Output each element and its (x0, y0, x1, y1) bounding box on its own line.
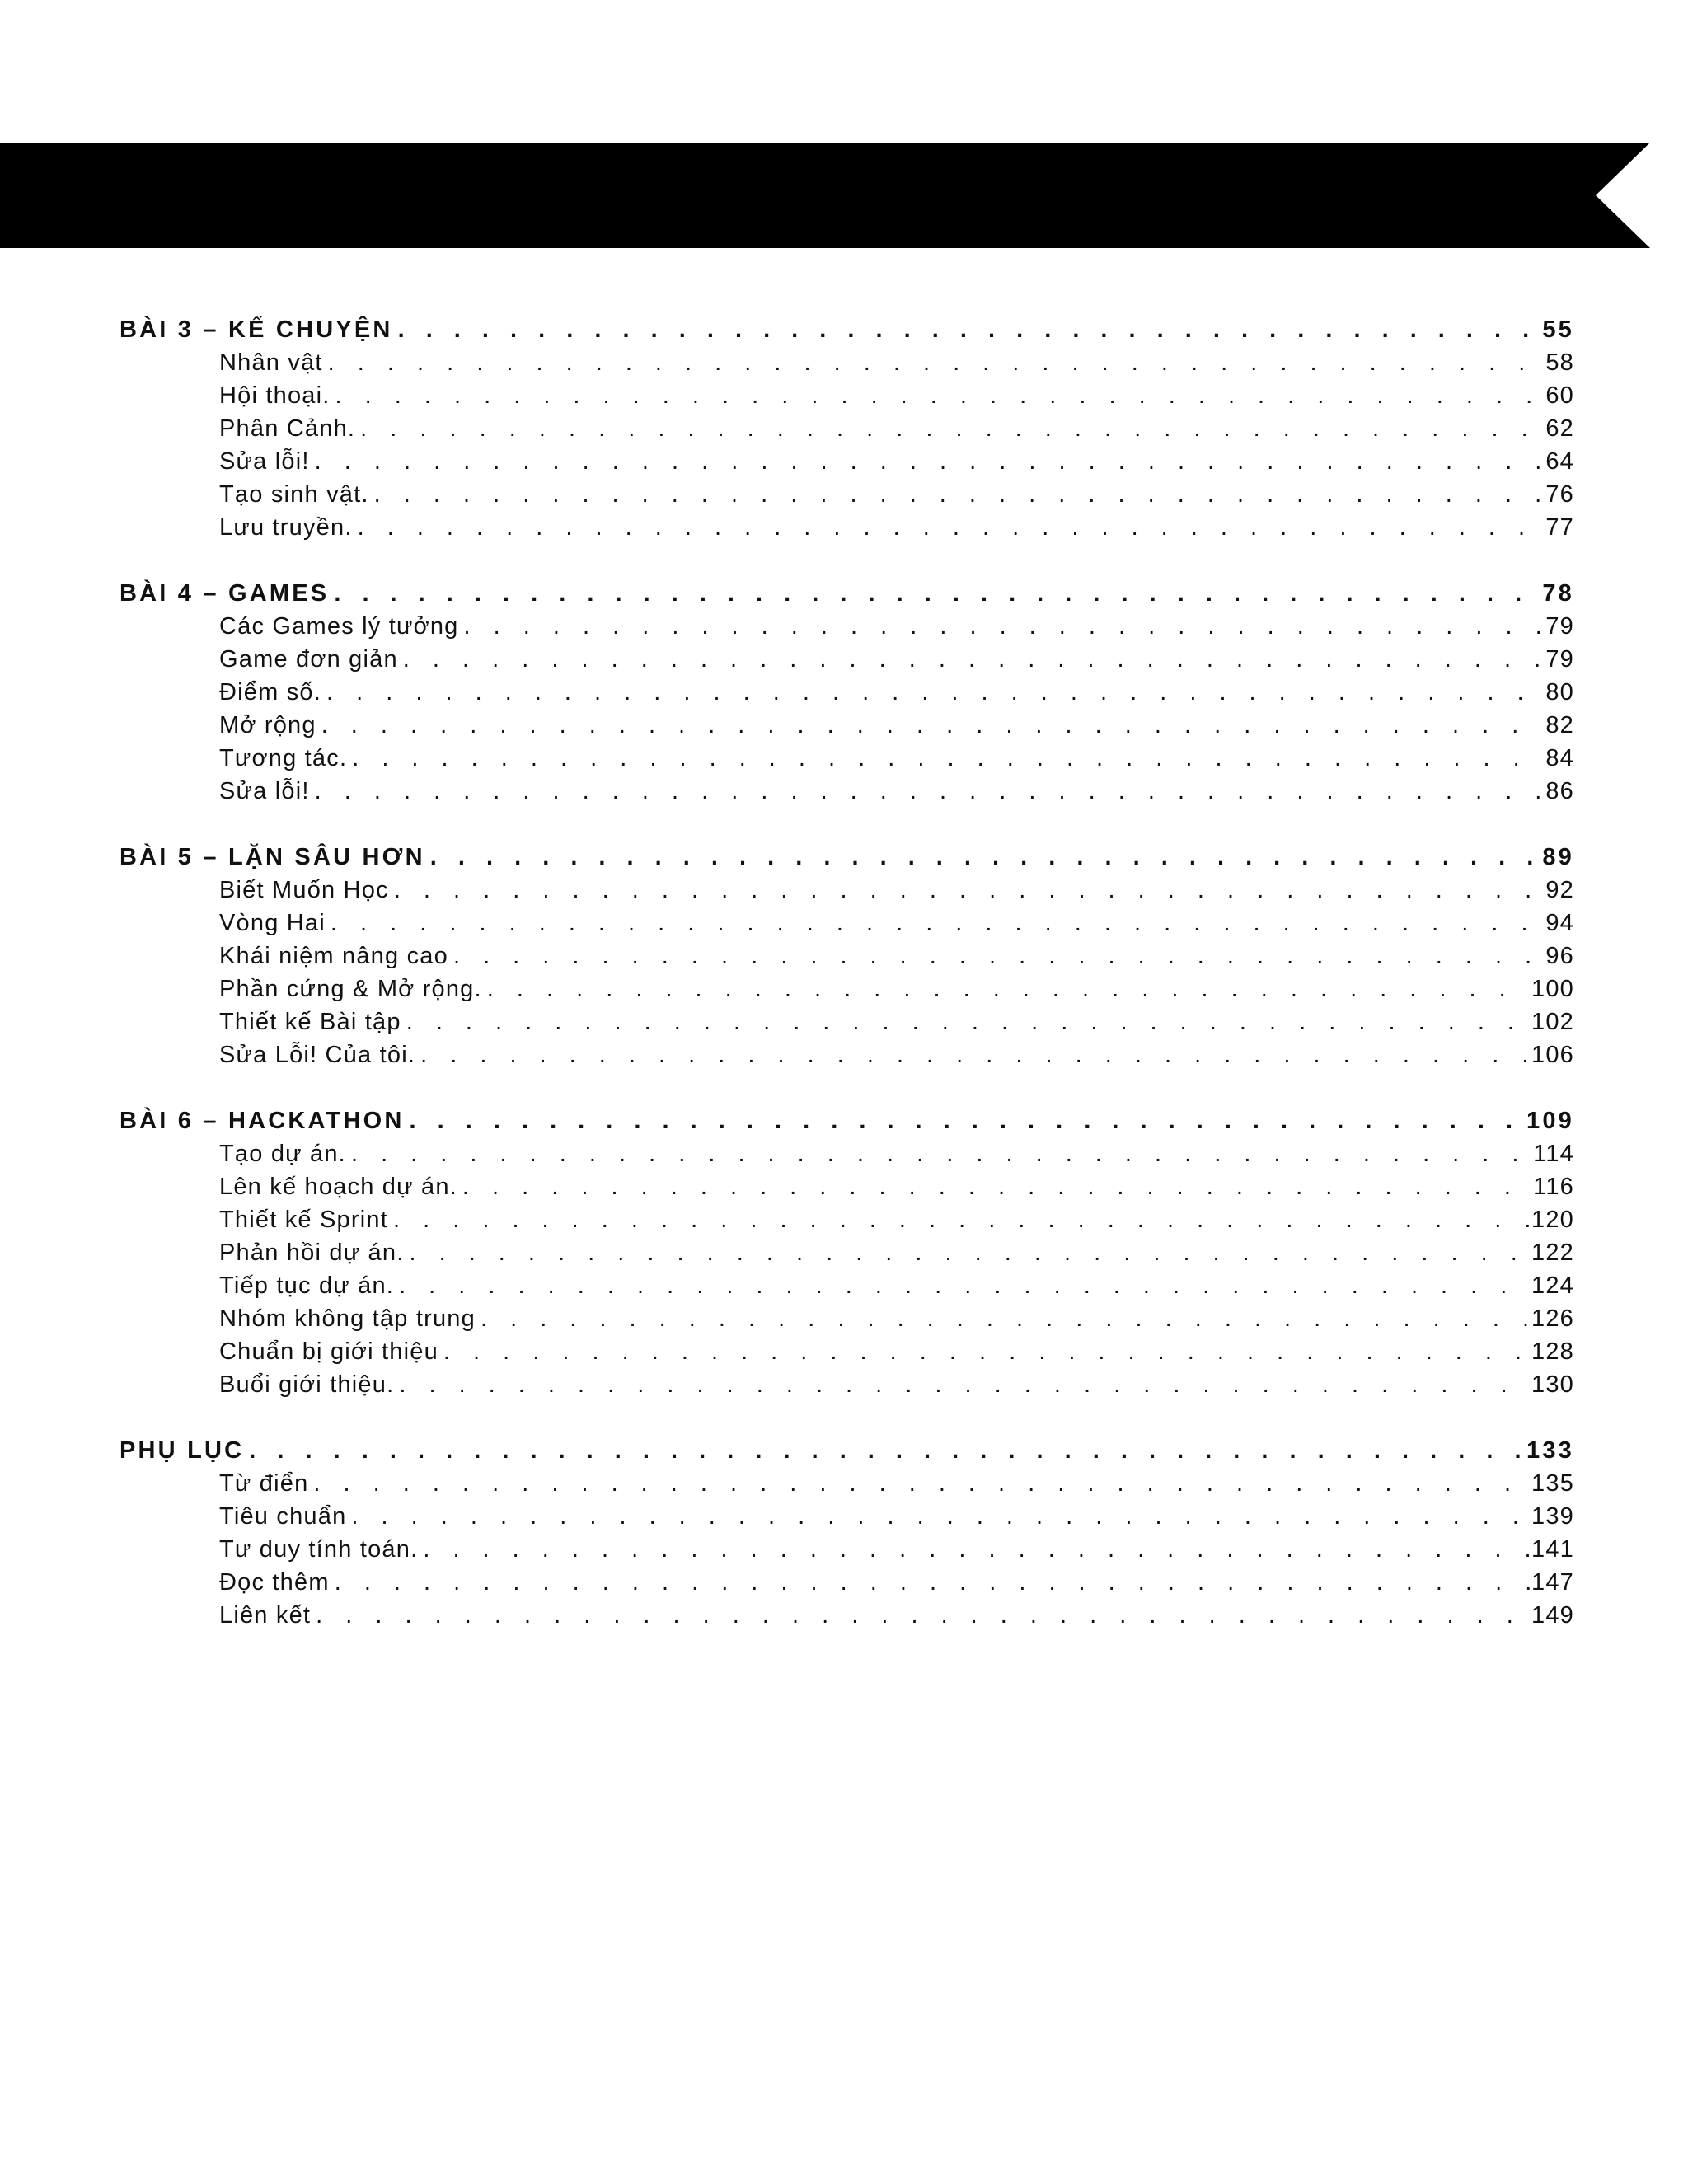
toc-item-entry[interactable] (120, 874, 1574, 907)
item-title: Tiêu chuẩn (219, 1503, 347, 1530)
dot-leader (389, 874, 1541, 907)
toc-item-entry[interactable] (120, 1599, 1574, 1632)
dot-leader (405, 1104, 1527, 1137)
toc-item-entry[interactable] (120, 742, 1574, 775)
toc-item-entry[interactable] (120, 1500, 1574, 1533)
item-title: Chuẩn bị giới thiệu (219, 1338, 438, 1365)
dot-leader (448, 940, 1541, 972)
item-title: Lên kế hoạch dự án. (219, 1174, 457, 1200)
chapter-title: BÀI 6 – HACKATHON (120, 1108, 405, 1134)
item-title: Tạo sinh vật. (219, 481, 369, 508)
toc-item-entry[interactable] (120, 379, 1574, 412)
toc-item-entry[interactable] (120, 346, 1574, 379)
item-page-number: 79 (1545, 613, 1574, 640)
toc-section (120, 841, 1574, 1071)
dot-leader (347, 742, 1541, 775)
dot-leader (326, 907, 1541, 940)
toc-item-entry[interactable] (120, 972, 1574, 1005)
toc-chapter-entry[interactable] (120, 577, 1574, 610)
chapter-title: BÀI 5 – LẶN SÂU HƠN (120, 844, 425, 870)
chapter-page-number: 78 (1542, 580, 1574, 607)
dot-leader (311, 1599, 1531, 1632)
item-title: Đọc thêm (219, 1569, 330, 1596)
item-page-number: 126 (1531, 1305, 1574, 1332)
item-title: Phần cứng & Mở rộng. (219, 976, 482, 1002)
item-page-number: 79 (1545, 646, 1574, 673)
dot-leader (482, 972, 1531, 1005)
item-page-number: 60 (1545, 382, 1574, 409)
item-page-number: 58 (1545, 349, 1574, 376)
toc-item-entry[interactable] (120, 1038, 1574, 1071)
item-page-number: 114 (1533, 1141, 1574, 1167)
item-page-number: 92 (1545, 877, 1574, 903)
item-page-number: 147 (1531, 1569, 1574, 1596)
toc-section (120, 1434, 1574, 1632)
toc-item-entry[interactable] (120, 610, 1574, 643)
item-page-number: 82 (1545, 712, 1574, 738)
item-title: Nhóm không tập trung (219, 1305, 476, 1332)
toc-item-entry[interactable] (120, 907, 1574, 940)
dot-leader (459, 610, 1541, 643)
item-page-number: 135 (1531, 1470, 1574, 1497)
toc-item-entry[interactable] (120, 643, 1574, 676)
item-title: Khái niệm nâng cao (219, 943, 448, 969)
item-title: Từ điển (219, 1470, 309, 1497)
item-title: Vòng Hai (219, 910, 326, 936)
item-page-number: 122 (1531, 1240, 1574, 1266)
toc-item-entry[interactable] (120, 478, 1574, 511)
banner-ribbon-shape (0, 143, 1650, 248)
toc-item-entry[interactable] (120, 709, 1574, 742)
dot-leader (404, 1236, 1531, 1269)
dot-leader (316, 709, 1541, 742)
item-title: Buổi giới thiệu. (219, 1371, 395, 1398)
toc-item-entry[interactable] (120, 676, 1574, 709)
toc-chapter-entry[interactable] (120, 1434, 1574, 1467)
dot-leader (346, 1137, 1533, 1170)
toc-chapter-entry[interactable] (120, 313, 1574, 346)
item-title: Phân Cảnh. (219, 415, 356, 442)
dot-leader (425, 841, 1541, 874)
dot-leader (476, 1302, 1531, 1335)
chapter-page-number: 55 (1542, 316, 1574, 343)
item-page-number: 80 (1545, 679, 1574, 705)
toc-item-entry[interactable] (120, 412, 1574, 445)
dot-leader (329, 577, 1541, 610)
dot-leader (388, 1203, 1531, 1236)
toc-item-entry[interactable] (120, 1269, 1574, 1302)
item-page-number: 62 (1545, 415, 1574, 442)
dot-leader (394, 1368, 1531, 1401)
toc-item-entry[interactable] (120, 1137, 1574, 1170)
item-title: Tư duy tính toán. (219, 1536, 419, 1563)
item-page-number: 130 (1531, 1371, 1574, 1398)
chapter-page-number: 89 (1542, 844, 1574, 870)
item-page-number: 84 (1545, 745, 1574, 771)
item-title: Mở rộng (219, 712, 316, 738)
item-title: Lưu truyền. (219, 514, 353, 541)
item-title: Tiếp tục dự án. (219, 1272, 395, 1299)
dot-leader (310, 775, 1541, 808)
item-page-number: 120 (1531, 1207, 1574, 1233)
item-title: Phản hồi dự án. (219, 1240, 405, 1266)
chapter-page-number: 109 (1526, 1108, 1574, 1134)
item-page-number: 76 (1545, 481, 1574, 508)
dot-leader (244, 1434, 1526, 1467)
item-page-number: 141 (1531, 1536, 1574, 1563)
dot-leader (323, 346, 1541, 379)
toc-item-entry[interactable] (120, 1566, 1574, 1599)
item-page-number: 106 (1531, 1042, 1574, 1068)
item-page-number: 128 (1531, 1338, 1574, 1365)
toc-item-entry[interactable] (120, 1236, 1574, 1269)
toc-chapter-entry[interactable] (120, 1104, 1574, 1137)
toc-section (120, 577, 1574, 808)
toc-section (120, 313, 1574, 544)
toc-item-entry[interactable] (120, 445, 1574, 478)
dot-leader (457, 1170, 1533, 1203)
item-title: Game đơn giản (219, 646, 398, 673)
toc-item-entry[interactable] (120, 1533, 1574, 1566)
item-title: Sửa lỗi! (219, 778, 310, 804)
toc-item-entry[interactable] (120, 1170, 1574, 1203)
item-title: Sửa lỗi! (219, 448, 310, 475)
toc-item-entry[interactable] (120, 940, 1574, 972)
item-page-number: 94 (1545, 910, 1574, 936)
toc-item-entry[interactable] (120, 1302, 1574, 1335)
item-page-number: 139 (1531, 1503, 1574, 1530)
dot-leader (438, 1335, 1531, 1368)
toc-item-entry[interactable] (120, 1203, 1574, 1236)
dot-leader (353, 511, 1541, 544)
toc-item-entry[interactable] (120, 1368, 1574, 1401)
chapter-page-number: 133 (1526, 1437, 1574, 1464)
item-title: Liên kết (219, 1602, 312, 1629)
table-of-contents (120, 313, 1574, 1665)
dot-leader (321, 676, 1541, 709)
toc-chapter-entry[interactable] (120, 841, 1574, 874)
item-page-number: 86 (1545, 778, 1574, 804)
dot-leader (415, 1038, 1531, 1071)
header-banner (0, 143, 1650, 248)
toc-item-entry[interactable] (120, 511, 1574, 544)
item-page-number: 124 (1531, 1272, 1574, 1299)
toc-item-entry[interactable] (120, 1335, 1574, 1368)
toc-item-entry[interactable] (120, 1467, 1574, 1500)
item-page-number: 102 (1531, 1009, 1574, 1035)
dot-leader (308, 1467, 1531, 1500)
item-page-number: 77 (1545, 514, 1574, 541)
dot-leader (393, 313, 1541, 346)
item-title: Hội thoại. (219, 382, 331, 409)
dot-leader (355, 412, 1541, 445)
toc-section (120, 1104, 1574, 1401)
chapter-title: BÀI 3 – KỂ CHUYỆN (120, 316, 393, 343)
item-page-number: 116 (1533, 1174, 1574, 1200)
item-title: Biết Muốn Học (219, 877, 389, 903)
dot-leader (394, 1269, 1531, 1302)
dot-leader (310, 445, 1541, 478)
item-title: Nhân vật (219, 349, 323, 376)
item-page-number: 96 (1545, 943, 1574, 969)
dot-leader (346, 1500, 1531, 1533)
dot-leader (369, 478, 1541, 511)
item-page-number: 149 (1531, 1602, 1574, 1629)
chapter-title: PHỤ LỤC (120, 1437, 245, 1464)
dot-leader (401, 1005, 1531, 1038)
toc-item-entry[interactable] (120, 1005, 1574, 1038)
dot-leader (418, 1533, 1531, 1566)
item-title: Các Games lý tưởng (219, 613, 459, 640)
dot-leader (331, 379, 1541, 412)
item-title: Tạo dự án. (219, 1141, 346, 1167)
item-page-number: 64 (1545, 448, 1574, 475)
item-title: Điểm số. (219, 679, 322, 705)
chapter-title: BÀI 4 – GAMES (120, 580, 330, 607)
item-title: Tương tác. (219, 745, 348, 771)
item-title: Thiết kế Bài tập (219, 1009, 401, 1035)
toc-item-entry[interactable] (120, 775, 1574, 808)
item-page-number: 100 (1531, 976, 1574, 1002)
item-title: Thiết kế Sprint (219, 1207, 388, 1233)
item-title: Sửa Lỗi! Của tôi. (219, 1042, 416, 1068)
dot-leader (398, 643, 1541, 676)
dot-leader (330, 1566, 1531, 1599)
